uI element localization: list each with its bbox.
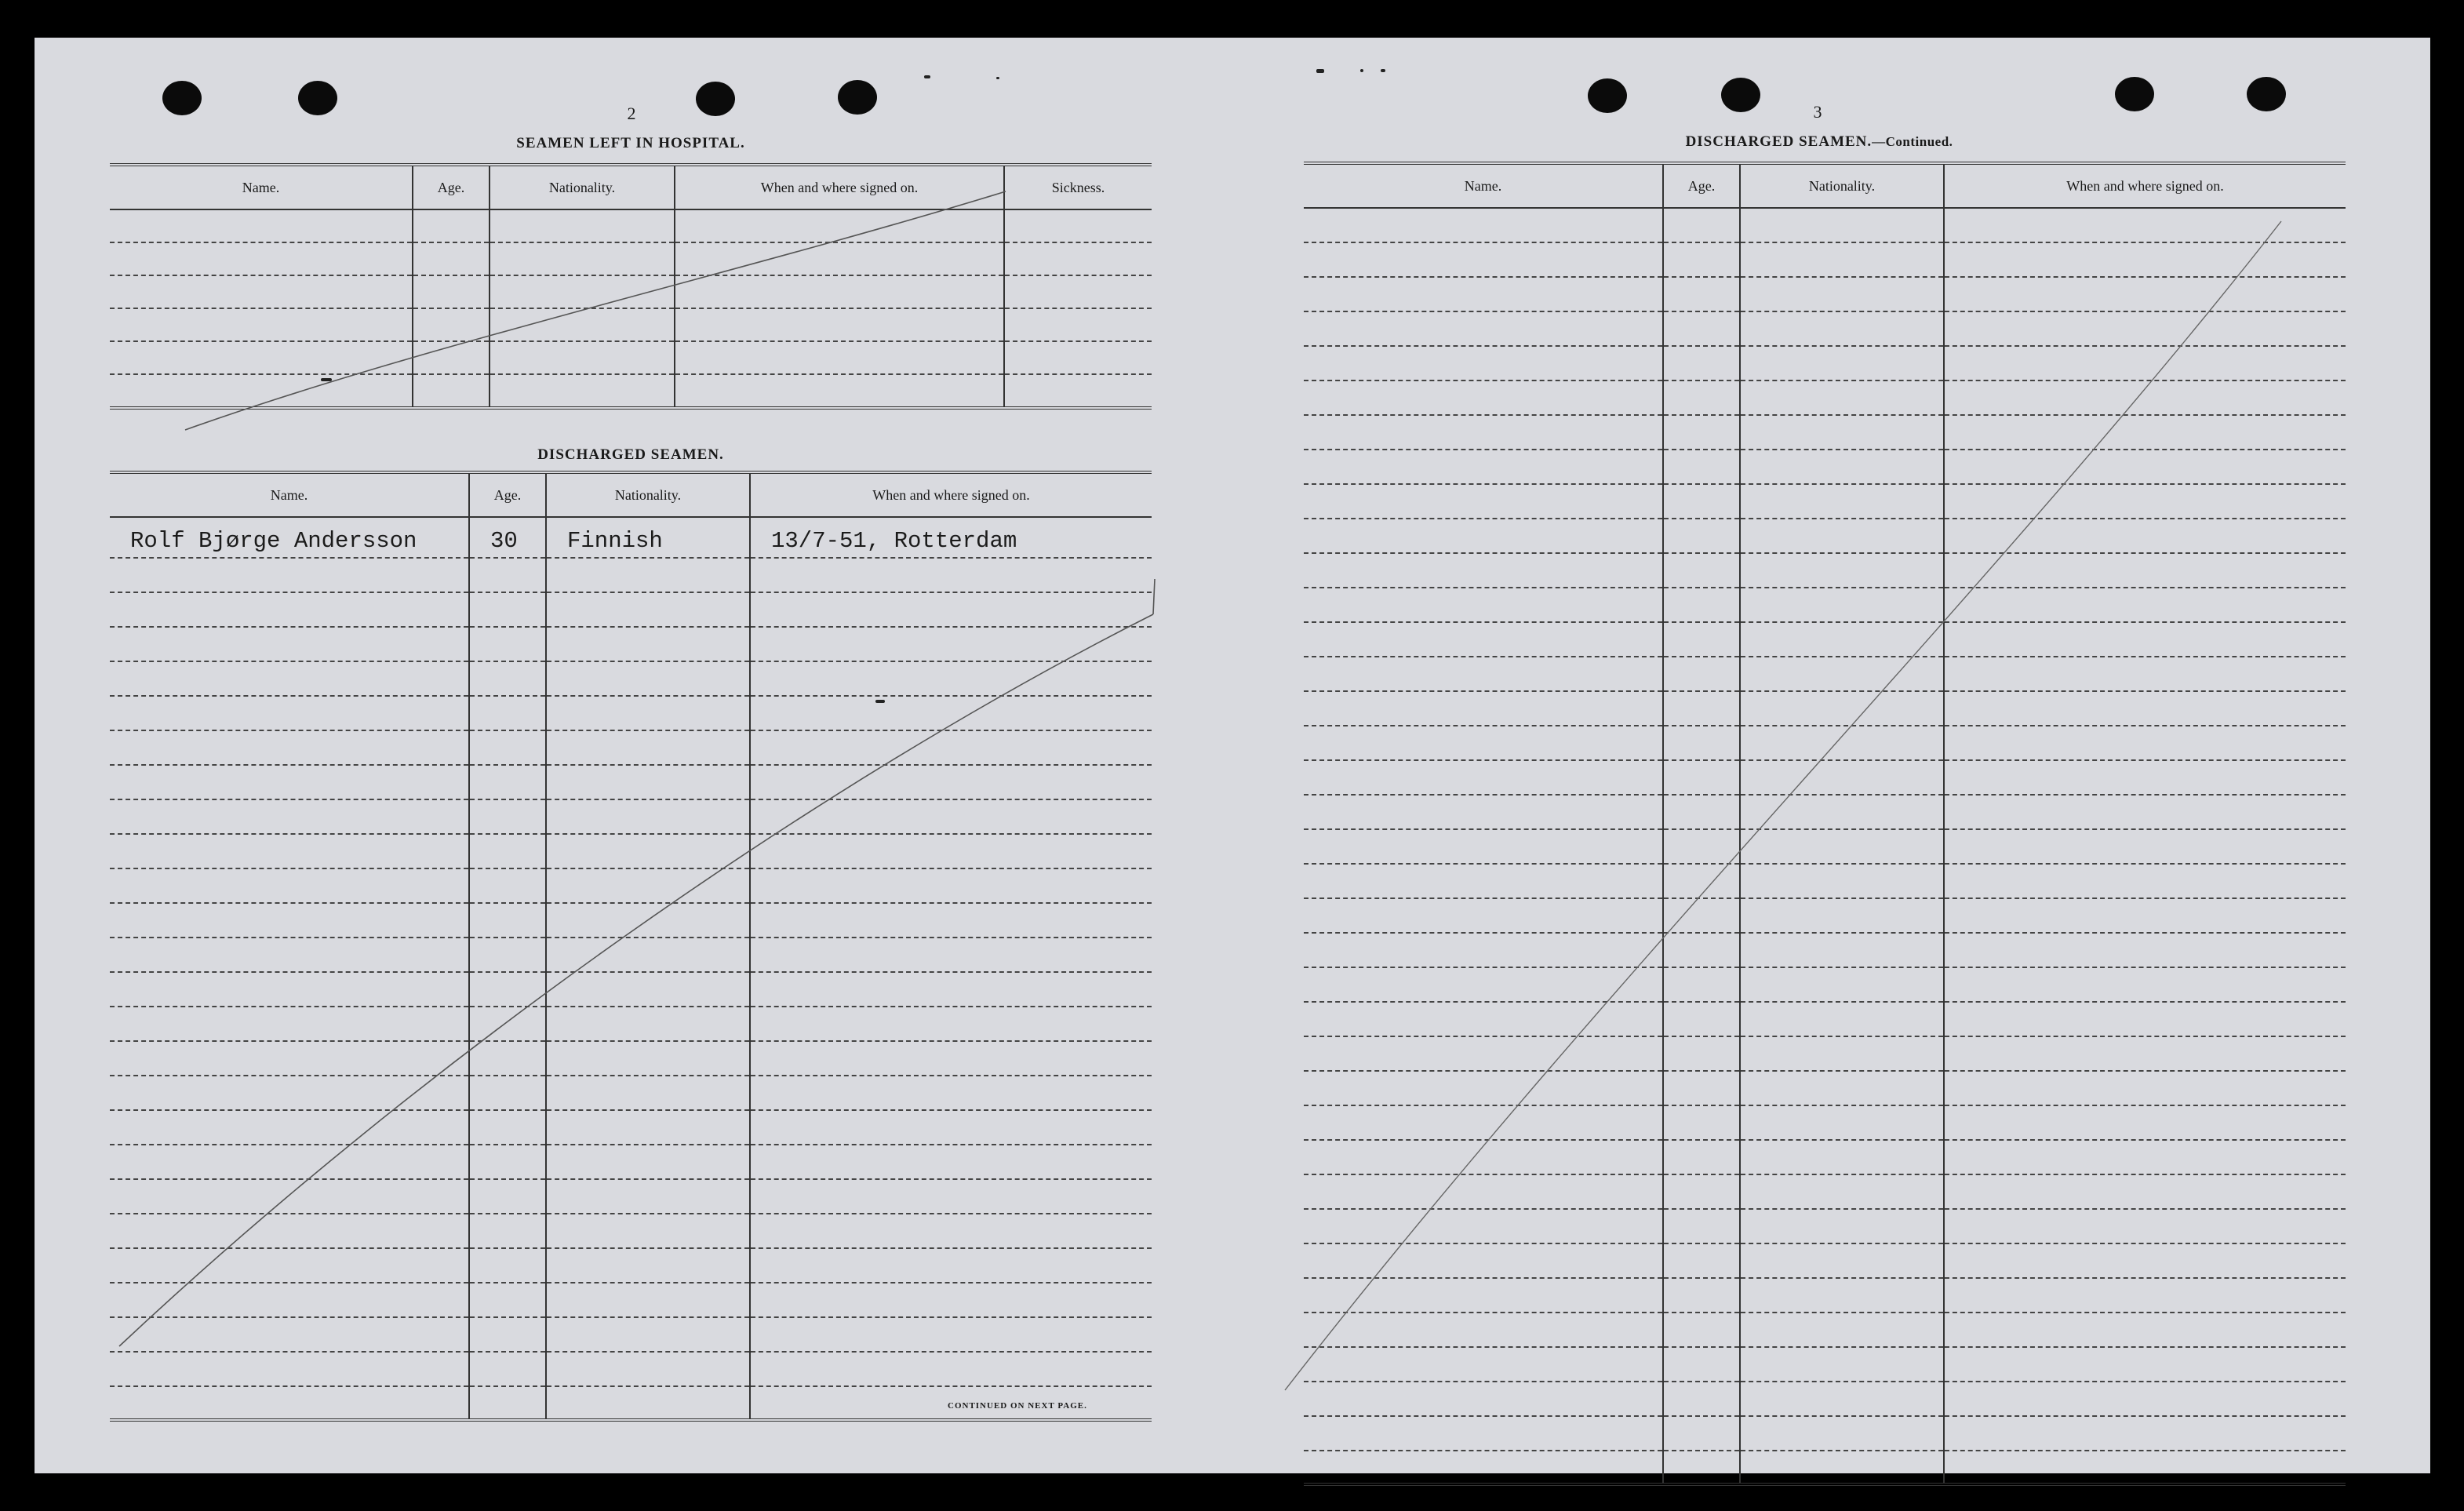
continued-suffix: —Continued. — [1872, 134, 1953, 149]
continued-note: CONTINUED ON NEXT PAGE. — [948, 1401, 1087, 1411]
discharged-continued-title-text: DISCHARGED SEAMEN. — [1685, 133, 1873, 150]
column-header-sickness: Sickness. — [1004, 165, 1152, 209]
column-header-age: Age. — [1663, 163, 1740, 208]
page-number-right: 3 — [1813, 102, 1822, 122]
column-header-signed-on: When and where signed on. — [1944, 163, 2346, 208]
column-header-signed-on: When and where signed on. — [675, 165, 1004, 209]
pencil-strike-discharged — [119, 614, 1153, 1346]
pencil-strike-lines — [35, 38, 2430, 1473]
pencil-strike-right-page — [1285, 221, 2281, 1390]
column-header-signed-on: When and where signed on. — [750, 472, 1152, 517]
seaman-age: 30 — [490, 528, 518, 554]
column-header-name: Name. — [1304, 163, 1663, 208]
column-header-nationality: Nationality. — [490, 165, 675, 209]
column-header-name: Name. — [110, 472, 469, 517]
pencil-strike-hospital — [185, 191, 1006, 430]
document-spread — [35, 38, 2430, 1473]
seaman-name: Rolf Bjørge Andersson — [130, 528, 417, 554]
column-header-name: Name. — [110, 165, 413, 209]
seaman-nationality: Finnish — [567, 528, 663, 554]
pencil-hook-discharged — [1153, 579, 1155, 614]
page-number-left: 2 — [627, 104, 636, 123]
column-header-age: Age. — [469, 472, 546, 517]
column-header-nationality: Nationality. — [546, 472, 750, 517]
discharged-section-title: DISCHARGED SEAMEN. — [537, 446, 724, 463]
hospital-section-title: SEAMEN LEFT IN HOSPITAL. — [516, 135, 745, 151]
column-header-age: Age. — [413, 165, 490, 209]
column-header-nationality: Nationality. — [1740, 163, 1944, 208]
seaman-signed-on: 13/7-51, Rotterdam — [771, 528, 1017, 554]
